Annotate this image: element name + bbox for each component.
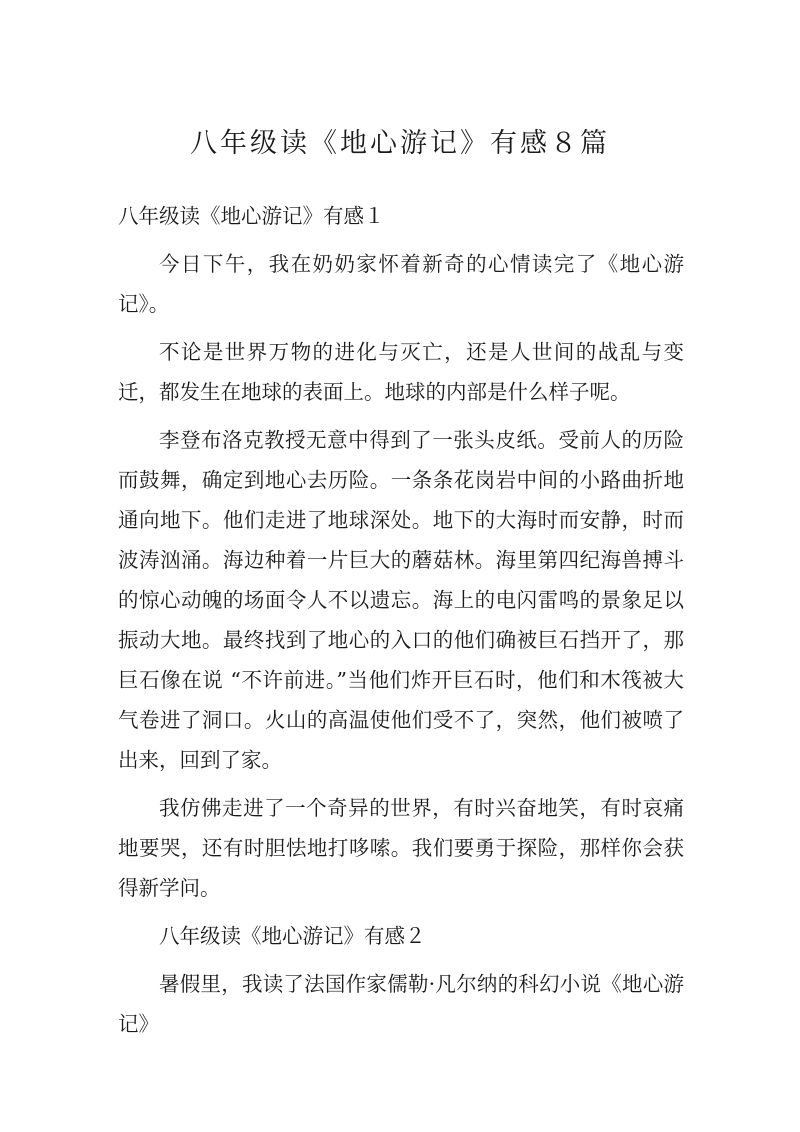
document-title: 八年级读《地心游记》有感８篇 [190,128,610,159]
paragraph: 李登布洛克教授无意中得到了一张头皮纸。受前人的历险而鼓舞，确定到地心去历险。一条条花岗岩中间的小路曲折地通向地下。他们走进了地球深处。地下的大海时而安静，时而波涛汹涌。海边种着一片巨大的蘑菇林。海里第四纪海兽搏斗的惊心动魄的场面令人不以遗忘。海上的电闪雷鸣的景象足以振动大地。最终找到了地心的入口的他们确被巨石挡开了，那巨石像在说 “不许前进。”当他们炸开巨石时，他们和木筏被大气卷进了洞口。火山的高温使他们受不了，突然，他们被喷了出来，回到了家。 [118,428,684,772]
paragraph: 我仿佛走进了一个奇异的世界，有时兴奋地笑，有时哀痛地要哭，还有时胆怯地打哆嗦。我们要勇于探险，那样你会获得新学问。 [118,796,684,900]
paragraph: 不论是世界万物的进化与灭亡，还是人世间的战乱与变迁，都发生在地球的表面上。地球的内部是什么样子呢。 [118,340,684,404]
section-heading: 八年级读《地心游记》有感２ [159,924,426,948]
document-body [118,196,684,1052]
paragraph: 暑假里，我读了法国作家儒勒·凡尔纳的科幻小说《地心游记》 [118,972,684,1036]
section-heading: 八年级读《地心游记》有感１ [118,204,385,228]
paragraph: 今日下午，我在奶奶家怀着新奇的心情读完了《地心游记》。 [118,252,684,316]
